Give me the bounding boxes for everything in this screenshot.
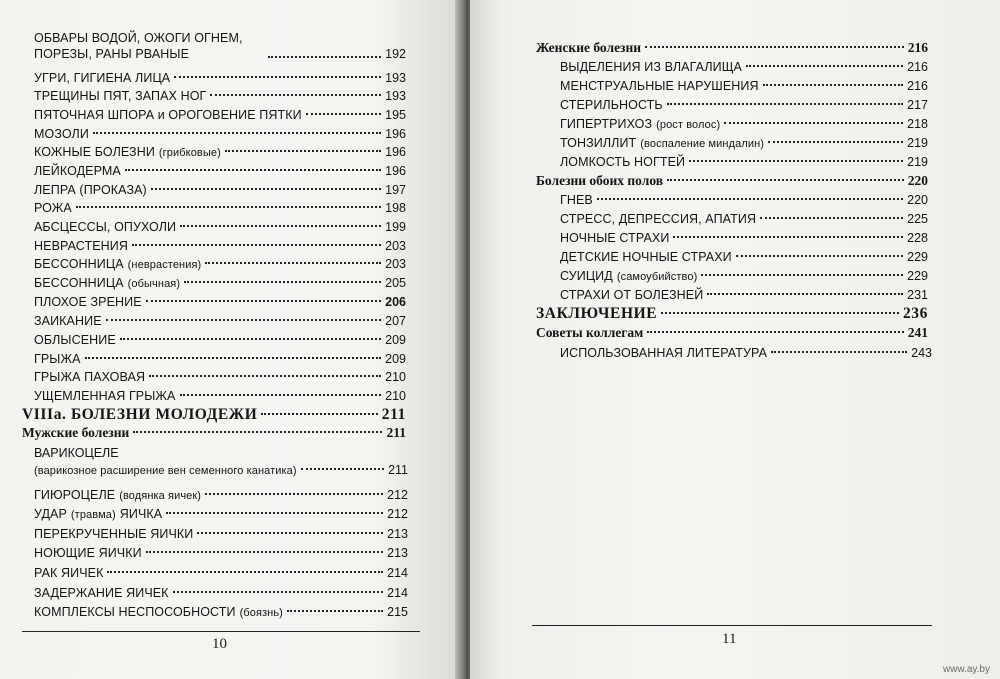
leader-dots <box>205 262 381 264</box>
leader-dots <box>645 46 904 48</box>
toc-entry-label <box>536 323 643 343</box>
toc-entry-title: ГНЕВ <box>560 193 593 207</box>
leader-dots <box>707 293 903 295</box>
toc-entry-page: 199 <box>385 220 406 234</box>
toc-entry <box>560 57 928 77</box>
toc-entry-note: (варикозное расширение вен семенного канатика) <box>34 465 297 477</box>
toc-entry-label <box>34 583 169 603</box>
toc-entry-label <box>34 142 221 163</box>
toc-entry <box>34 311 406 331</box>
leader-dots <box>149 375 381 377</box>
leader-dots <box>173 591 384 593</box>
toc-entry-title: БЕССОННИЦА <box>34 276 124 290</box>
toc-entry-title: ЛЕПРА (ПРОКАЗА) <box>34 183 147 197</box>
toc-entry-label <box>34 524 193 544</box>
toc-entry-page: 212 <box>387 507 408 521</box>
toc-entry <box>34 349 406 369</box>
leader-dots <box>205 493 383 495</box>
leader-dots <box>184 281 381 283</box>
toc-entry-title: ЗАИКАНИЕ <box>34 314 102 328</box>
toc-entry-label <box>34 86 206 106</box>
toc-entry-page: 241 <box>907 325 928 340</box>
toc-entry <box>560 152 928 172</box>
toc-entry <box>22 423 406 443</box>
toc-entry <box>34 485 408 505</box>
toc-entry-label <box>34 311 102 331</box>
leader-dots <box>306 113 381 115</box>
toc-entry <box>34 292 406 312</box>
leader-dots <box>180 225 381 227</box>
leader-dots <box>261 413 377 415</box>
leader-dots <box>107 571 383 573</box>
toc-entry-title: ТОНЗИЛЛИТ <box>560 136 637 150</box>
leader-dots <box>133 431 382 433</box>
toc-entry-label <box>536 38 641 58</box>
toc-entry <box>34 180 406 200</box>
toc-entry-title: УГРИ, ГИГИЕНА ЛИЦА <box>34 71 171 85</box>
toc-entry-page: 193 <box>385 71 406 85</box>
toc-entry-title: СТЕРИЛЬНОСТЬ <box>560 98 663 112</box>
toc-entry-note: (самоубийство) <box>616 271 698 283</box>
toc-entry <box>536 38 928 58</box>
leader-dots <box>287 610 383 612</box>
leader-dots <box>268 56 381 58</box>
toc-entry <box>34 30 406 66</box>
toc-entry-page: 214 <box>387 566 408 580</box>
leader-dots <box>76 206 381 208</box>
toc-entry <box>536 323 928 343</box>
toc-entry <box>34 367 406 387</box>
toc-entry <box>34 445 408 483</box>
toc-entry <box>560 190 928 210</box>
left-page <box>0 0 462 679</box>
leader-dots <box>763 84 904 86</box>
toc-entry-page: 218 <box>907 117 928 131</box>
leader-dots <box>768 141 903 143</box>
leader-dots <box>85 357 382 359</box>
toc-entry-label <box>560 209 756 229</box>
leader-dots <box>146 551 383 553</box>
toc-entry-title: СУИЦИД <box>560 269 613 283</box>
toc-entry-title: ВЫДЕЛЕНИЯ ИЗ ВЛАГАЛИЩА <box>560 60 742 74</box>
toc-entry-page: 217 <box>907 98 928 112</box>
toc-entry <box>34 330 406 350</box>
toc-entry-page: 212 <box>387 488 408 502</box>
toc-entry-title: МОЗОЛИ <box>34 127 89 141</box>
toc-entry-page: 203 <box>385 257 406 271</box>
toc-entry <box>560 247 928 267</box>
toc-entry-page: 193 <box>385 89 406 103</box>
toc-entry-title: БЕССОННИЦА <box>34 257 124 271</box>
toc-entry-page: 220 <box>907 173 928 188</box>
toc-entry <box>34 254 406 274</box>
toc-entry-label <box>34 180 147 200</box>
page-number: 11 <box>722 631 737 647</box>
toc-entry <box>560 343 932 363</box>
leader-dots <box>132 244 381 246</box>
toc-entry-note: (рост волос) <box>656 119 721 131</box>
toc-entry <box>34 198 406 218</box>
toc-entry-page: 229 <box>907 250 928 264</box>
toc-entry-title: ТРЕЩИНЫ ПЯТ, ЗАПАХ НОГ <box>34 89 207 103</box>
toc-entry-title: УДАР <box>34 507 67 521</box>
toc-entry-page: 209 <box>385 333 406 347</box>
leader-dots <box>673 236 903 238</box>
toc-entry-page: 219 <box>907 136 928 150</box>
toc-entry-title: СТРЕСС, ДЕПРЕССИЯ, АПАТИЯ <box>560 212 757 226</box>
toc-entry-title: ПЯТОЧНАЯ ШПОРА и ОРОГОВЕНИЕ ПЯТКИ <box>34 108 302 122</box>
leader-dots <box>667 179 904 181</box>
toc-entry-label <box>34 504 162 525</box>
leader-dots <box>736 255 903 257</box>
toc-entry <box>34 602 408 622</box>
toc-entry-label <box>34 161 121 181</box>
toc-entry-title: ВАРИКОЦЕЛЕ <box>34 446 119 460</box>
toc-entry-note: (неврастения) <box>127 259 202 271</box>
toc-entry-title: НОЮЩИЕ ЯИЧКИ <box>34 546 142 560</box>
toc-entry-title: СТРАХИ ОТ БОЛЕЗНЕЙ <box>560 288 704 302</box>
toc-entry-page: 214 <box>387 586 408 600</box>
toc-entry-label <box>560 190 593 210</box>
toc-entry-note: (водянка яичек) <box>119 490 202 502</box>
toc-entry <box>34 273 406 293</box>
toc-entry-title: ОБЛЫСЕНИЕ <box>34 333 116 347</box>
toc-entry <box>34 142 406 162</box>
toc-entry-page: 216 <box>907 60 928 74</box>
toc-entry-title: Мужские болезни <box>22 425 130 440</box>
toc-entry-title: ЗАДЕРЖАНИЕ ЯИЧЕК <box>34 586 169 600</box>
toc-entry-note: (обычная) <box>127 278 181 290</box>
toc-entry-title: ЛЕЙКОДЕРМА <box>34 164 121 178</box>
toc-entry-page: 196 <box>385 127 406 141</box>
toc-entry-label <box>560 57 742 77</box>
toc-entry <box>560 95 928 115</box>
toc-entry-label <box>34 68 170 88</box>
toc-entry-page: 219 <box>907 155 928 169</box>
toc-entry-page: 211 <box>386 425 406 440</box>
toc-entry <box>34 161 406 181</box>
toc-entry <box>34 217 406 237</box>
toc-entry <box>536 304 928 324</box>
page-number: 10 <box>212 636 227 652</box>
leader-dots <box>125 169 381 171</box>
toc-entry-label <box>560 266 697 287</box>
toc-entry <box>560 76 928 96</box>
toc-entry-label <box>22 423 129 443</box>
leader-dots <box>93 132 381 134</box>
toc-entry <box>34 124 406 144</box>
toc-entry-label <box>22 405 257 425</box>
toc-entry-page: 213 <box>387 527 408 541</box>
toc-entry-title: КОЖНЫЕ БОЛЕЗНИ <box>34 145 155 159</box>
toc-entry-label <box>560 152 685 172</box>
toc-entry <box>34 236 406 256</box>
toc-entry-page: 196 <box>385 164 406 178</box>
toc-entry-label <box>560 114 720 135</box>
leader-dots <box>667 103 903 105</box>
toc-entry <box>34 86 406 106</box>
toc-entry-title: Советы коллегам <box>536 325 644 340</box>
toc-entry-title-cont: ЯИЧКА <box>119 507 163 521</box>
toc-entry-label <box>560 343 767 363</box>
toc-entry-title: ПЛОХОЕ ЗРЕНИЕ <box>34 295 142 309</box>
toc-entry-page: 197 <box>385 183 406 197</box>
toc-entry-page: 231 <box>907 288 928 302</box>
toc-entry-page: 220 <box>907 193 928 207</box>
toc-entry <box>34 504 408 524</box>
toc-entry-page: 211 <box>388 463 408 477</box>
toc-entry <box>34 105 406 125</box>
toc-entry <box>560 209 928 229</box>
toc-entry-label <box>34 563 103 583</box>
toc-entry-note: (грибковые) <box>158 147 221 159</box>
toc-entry-page: 195 <box>385 108 406 122</box>
leader-dots <box>597 198 903 200</box>
footer-rule <box>22 631 420 632</box>
toc-entry-label <box>560 76 759 96</box>
toc-entry <box>34 583 408 603</box>
toc-entry-note: (травма) <box>70 509 116 521</box>
toc-entry-title: ИСПОЛЬЗОВАННАЯ ЛИТЕРАТУРА <box>560 346 768 360</box>
toc-entry-label <box>34 273 180 294</box>
toc-entry <box>34 524 408 544</box>
toc-entry-title: VIIIа. БОЛЕЗНИ МОЛОДЕЖИ <box>22 406 258 423</box>
leader-dots <box>760 217 903 219</box>
toc-entry <box>560 114 928 134</box>
leader-dots <box>151 188 381 190</box>
leader-dots <box>197 532 383 534</box>
toc-entry-note: (боязнь) <box>239 607 283 619</box>
leader-dots <box>746 65 903 67</box>
toc-entry-label <box>34 124 89 144</box>
toc-entry-title: ГИЮРОЦЕЛЕ <box>34 488 116 502</box>
toc-entry-title: Болезни обоих полов <box>536 173 664 188</box>
right-page <box>470 0 1000 679</box>
toc-entry-page: 213 <box>387 546 408 560</box>
toc-entry <box>560 266 928 286</box>
toc-entry-title: ПЕРЕКРУЧЕННЫЕ ЯИЧКИ <box>34 527 194 541</box>
toc-entry-title: ЛОМКОСТЬ НОГТЕЙ <box>560 155 686 169</box>
toc-entry-label <box>560 95 663 115</box>
toc-entry <box>560 285 928 305</box>
toc-entry-title: ГИПЕРТРИХОЗ <box>560 117 653 131</box>
toc-entry-label <box>34 236 128 256</box>
leader-dots <box>771 351 907 353</box>
toc-entry-label <box>34 367 145 387</box>
toc-entry-label <box>34 254 201 275</box>
leader-dots <box>724 122 903 124</box>
toc-entry-label <box>34 330 116 350</box>
toc-entry-page: 206 <box>385 295 406 309</box>
leader-dots <box>225 150 381 152</box>
toc-entry-label <box>34 543 142 563</box>
toc-entry-title: РОЖА <box>34 201 72 215</box>
toc-entry-label <box>34 105 302 125</box>
toc-entry-page: 210 <box>385 370 406 384</box>
toc-entry-page: 207 <box>385 314 406 328</box>
toc-entry-title: ДЕТСКИЕ НОЧНЫЕ СТРАХИ <box>560 250 732 264</box>
toc-entry-page: 205 <box>385 276 406 290</box>
toc-entry-label <box>34 292 142 312</box>
toc-entry-title: ГРЫЖА ПАХОВАЯ <box>34 370 146 384</box>
toc-entry-page: 211 <box>381 406 406 423</box>
toc-entry-page: 243 <box>911 346 932 360</box>
toc-entry <box>34 543 408 563</box>
toc-entry <box>34 563 408 583</box>
toc-entry-label <box>34 386 176 406</box>
footer-rule <box>532 625 932 626</box>
toc-entry-title: ЗАКЛЮЧЕНИЕ <box>536 305 658 322</box>
toc-entry-label <box>560 133 764 154</box>
toc-entry-label <box>34 217 176 237</box>
leader-dots <box>146 300 381 302</box>
toc-entry-title: НОЧНЫЕ СТРАХИ <box>560 231 670 245</box>
toc-entry-page: 216 <box>907 40 928 55</box>
toc-entry-page: 225 <box>907 212 928 226</box>
toc-entry-page: 196 <box>385 145 406 159</box>
toc-entry <box>34 386 406 406</box>
toc-entry-label <box>536 171 663 191</box>
toc-entry-label <box>536 304 657 324</box>
toc-entry-page: 215 <box>387 605 408 619</box>
watermark: www.ay.by <box>942 664 990 675</box>
toc-entry-title: УЩЕМЛЕННАЯ ГРЫЖА <box>34 389 176 403</box>
leader-dots <box>689 160 903 162</box>
toc-entry-title: АБСЦЕССЫ, ОПУХОЛИ <box>34 220 177 234</box>
toc-entry-page: 209 <box>385 352 406 366</box>
toc-entry <box>34 68 406 88</box>
toc-entry-title: РАК ЯИЧЕК <box>34 566 104 580</box>
toc-entry-title: НЕВРАСТЕНИЯ <box>34 239 128 253</box>
toc-entry-page: 192 <box>385 47 406 61</box>
leader-dots <box>166 512 383 514</box>
toc-entry-label <box>560 247 732 267</box>
toc-entry-note: (воспаление миндалин) <box>640 138 765 150</box>
leader-dots <box>661 312 899 314</box>
toc-entry-label <box>560 285 703 305</box>
leader-dots <box>180 394 382 396</box>
toc-entry <box>560 228 928 248</box>
toc-entry-page: 216 <box>907 79 928 93</box>
toc-entry <box>22 405 406 425</box>
toc-entry-label <box>560 228 669 248</box>
toc-entry-title: ГРЫЖА <box>34 352 81 366</box>
toc-entry-page: 229 <box>907 269 928 283</box>
leader-dots <box>701 274 903 276</box>
toc-entry-page: 198 <box>385 201 406 215</box>
show-through-text <box>530 372 960 622</box>
toc-entry-label <box>34 349 81 369</box>
toc-entry-page: 210 <box>385 389 406 403</box>
leader-dots <box>174 76 381 78</box>
toc-entry-title: МЕНСТРУАЛЬНЫЕ НАРУШЕНИЯ <box>560 79 759 93</box>
toc-entry-page: 203 <box>385 239 406 253</box>
toc-entry-label <box>34 602 283 623</box>
toc-entry-label: ОБВАРЫ ВОДОЙ, ОЖОГИ ОГНЕМ, ПОРЕЗЫ, РАНЫ РВАНЫЕ <box>34 31 243 61</box>
toc-entry <box>560 133 928 153</box>
leader-dots <box>647 331 903 333</box>
toc-entry-label <box>34 198 72 218</box>
toc-entry-title: КОМПЛЕКСЫ НЕСПОСОБНОСТИ <box>34 605 236 619</box>
leader-dots <box>106 319 382 321</box>
toc-entry-page: 236 <box>902 305 928 322</box>
leader-dots <box>120 338 381 340</box>
toc-entry-label <box>34 485 201 506</box>
toc-entry <box>536 171 928 191</box>
leader-dots <box>301 468 384 470</box>
toc-entry-page: 228 <box>907 231 928 245</box>
leader-dots <box>210 94 381 96</box>
toc-entry-title: Женские болезни <box>536 40 642 55</box>
